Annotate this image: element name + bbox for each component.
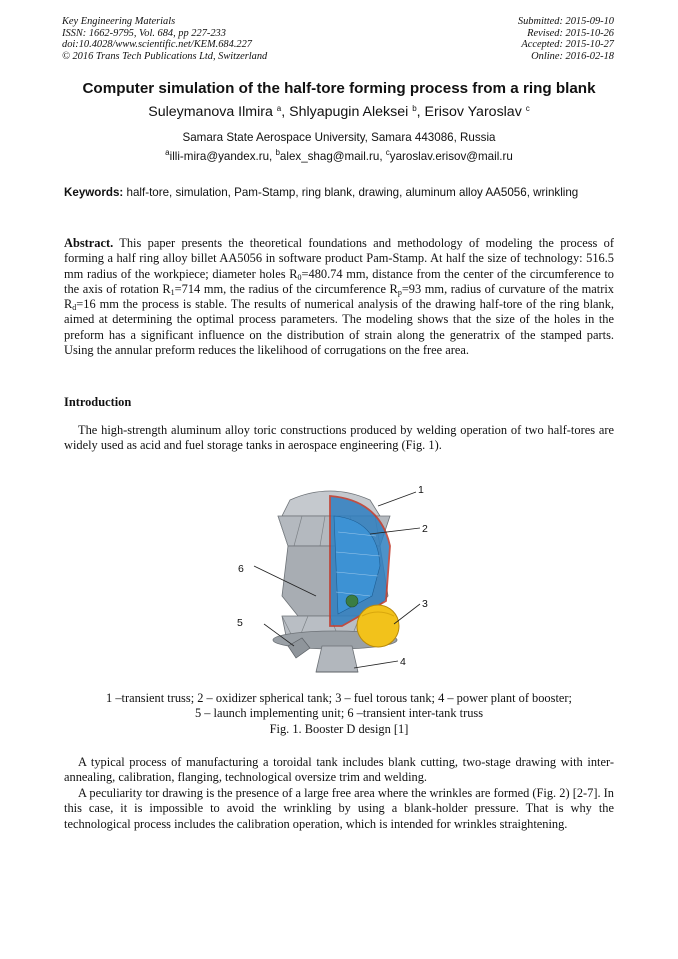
callout-3: 3 [422, 598, 428, 610]
figure-caption [0, 691, 678, 737]
callout-4: 4 [400, 656, 406, 668]
affiliation: Samara State Aerospace University, Samara 443086, Russia [182, 131, 496, 144]
callout-2: 2 [422, 523, 428, 535]
date-online: Online: 2016-02-18 [531, 50, 614, 62]
email-list: $^a$illi-mira@yandex.ru, $^b$alex_shag@mail.ru, $^c$yaroslav.erisov@mail.ru [165, 148, 513, 163]
subscript: d [72, 303, 77, 313]
callout-5: 5 [237, 617, 243, 629]
abstract-text: =16 mm the process is stable. The results of numerical analysis of the drawing half-tore of the ring blank, aimed at determining the optimal process parameters. The modeling shows that the size of the holes in the preform has a significant influence on the distribution of strain along the generatrix of the stamped parts. Using the annular preform reduces the likelihood of corrugations on the free area. [64, 297, 614, 358]
introduction-paragraph: The high-strength aluminum alloy toric constructions produced by welding operation of two half-tores are widely used as acid and fuel storage tanks in aerospace engineering (Fig. 1). [64, 423, 614, 453]
body-paragraph: A typical process of manufacturing a toroidal tank includes blank cutting, two-stage drawing with inter-annealing, calibration, flanging, technological oversize trim and welding. [64, 755, 614, 785]
email-superscript: c [385, 148, 390, 157]
email-address[interactable]: yaroslav.erisov@mail.ru [389, 150, 513, 163]
journal-issn: ISSN: 1662-9795, Vol. 684, pp 227-233 [62, 27, 226, 39]
subscript: p [397, 287, 402, 297]
author-superscript: a [276, 104, 282, 113]
journal-info [62, 16, 267, 62]
abstract-text: =93 mm, radius of curvature of the matrix R [64, 281, 614, 312]
author-name: Shlyapugin Aleksei [289, 104, 409, 120]
subscript: 1 [170, 287, 175, 297]
section-heading-introduction: Introduction [64, 395, 132, 409]
journal-name: Key Engineering Materials [62, 16, 176, 27]
journal-copyright: © 2016 Trans Tech Publications Ltd, Switzerland [62, 50, 268, 62]
abstract [64, 236, 614, 358]
date-submitted: Submitted: 2015-09-10 [517, 16, 614, 27]
author-name: Suleymanova Ilmira [148, 104, 273, 120]
caption-title: Fig. 1. Booster D design [1] [269, 721, 409, 736]
publication-dates [518, 16, 614, 62]
author-superscript: b [412, 104, 417, 113]
journal-doi: doi:10.4028/www.scientific.net/KEM.684.227 [62, 39, 252, 51]
caption-legend-line: 1 –transient truss; 2 – oxidizer spherical tank; 3 – fuel torous tank; 4 – power plant of booster; [106, 691, 572, 705]
body-paragraph: A peculiarity tor drawing is the presence of a large free area where the wrinkles are formed (Fig. 2) [2-7]. In this case, it is impossible to avoid the wrinkling by using a blank-holder pressure. That is why the technological process includes the calibration operation, which is intended for wrinkles straightening. [64, 786, 614, 831]
email-address[interactable]: alex_shag@mail.ru [279, 150, 380, 163]
abstract-text: =714 mm, the radius of the circumference R [174, 281, 398, 296]
paper-title: Computer simulation of the half-tore forming process from a ring blank [82, 80, 596, 97]
booster-d-figure [230, 476, 450, 681]
keywords [64, 185, 614, 201]
date-revised: Revised: 2015-10-26 [527, 27, 614, 39]
keywords-text: half-tore, simulation, Pam-Stamp, ring blank, drawing, aluminum alloy AA5056, wrinkling [126, 186, 579, 199]
callout-6: 6 [238, 563, 244, 575]
keywords-label: Keywords: [64, 186, 124, 199]
abstract-text: This paper presents the theoretical foundations and methodology of modeling the process of forming a half ring alloy billet AA5056 in software product Pam-Stamp. At half the size of technology: 516.5 mm radius of the workpiece; diameter holes R [64, 236, 614, 281]
date-accepted: Accepted: 2015-10-27 [521, 39, 614, 51]
author-list: Suleymanova Ilmira $^a$, Shlyapugin Aleksei $^b$, Erisov Yaroslav $^c$ [148, 104, 530, 120]
author-superscript: c [525, 104, 530, 113]
abstract-text: =480.74 mm, distance from the center of the circumference to the axis of rotation R [64, 266, 614, 296]
callout-1: 1 [418, 484, 424, 496]
email-superscript: b [275, 148, 280, 157]
abstract-label: Abstract. [64, 236, 114, 250]
email-superscript: a [165, 148, 170, 157]
subscript: 0 [297, 272, 302, 282]
author-name: Erisov Yaroslav [424, 104, 522, 120]
email-address[interactable]: illi-mira@yandex.ru [169, 150, 270, 163]
caption-legend-line: 5 – launch implementing unit; 6 –transient inter-tank truss [194, 706, 484, 721]
